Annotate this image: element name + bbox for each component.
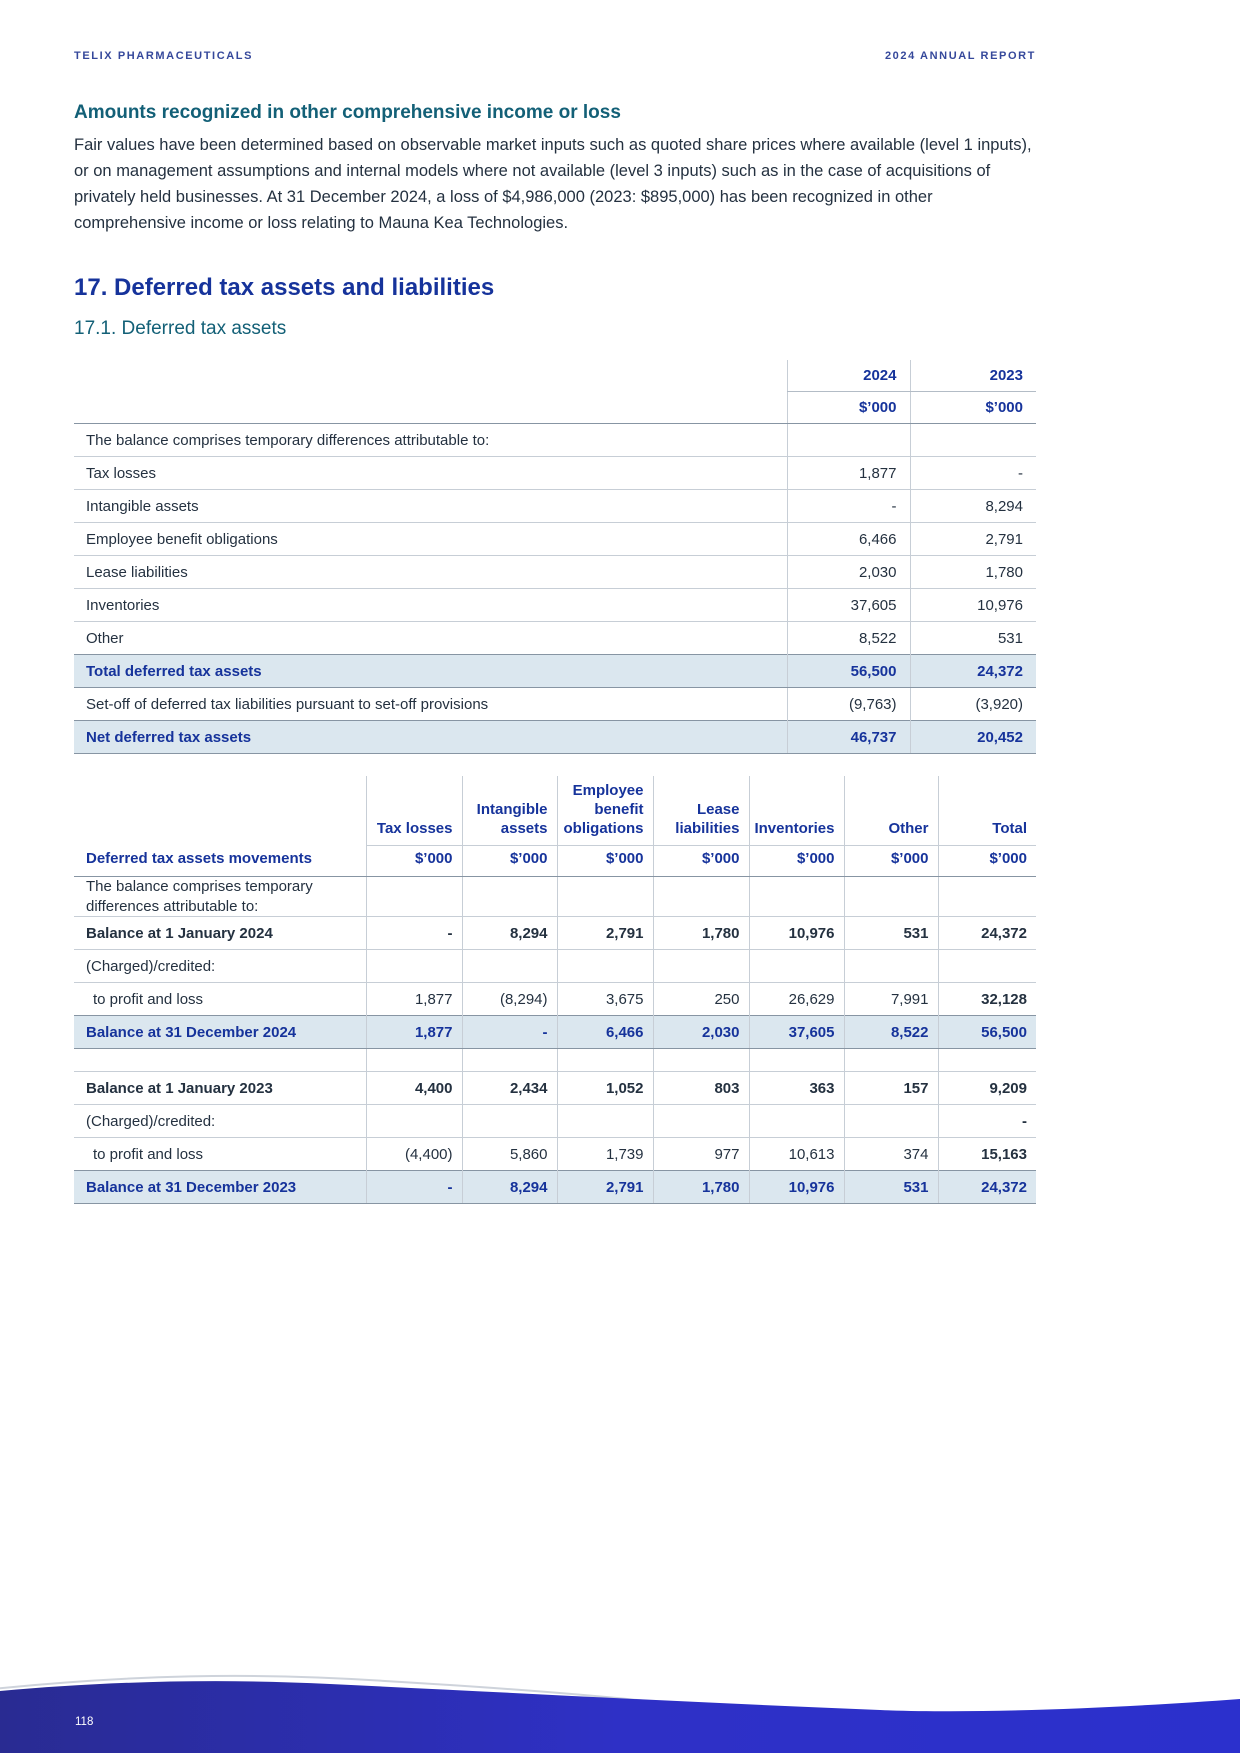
cell-value xyxy=(844,950,938,983)
cell-value xyxy=(462,1105,557,1138)
cell-value: 9,209 xyxy=(938,1072,1036,1105)
table-body xyxy=(74,877,1036,1204)
cell-value: 977 xyxy=(653,1138,749,1171)
table-row xyxy=(74,523,1036,556)
cell-value: 2,434 xyxy=(462,1072,557,1105)
header-company-name: TELIX PHARMACEUTICALS xyxy=(74,50,254,62)
table-row xyxy=(74,490,1036,523)
cell-value: 363 xyxy=(749,1072,844,1105)
empty-header-cell xyxy=(74,776,366,846)
cell-value: 1,780 xyxy=(653,917,749,950)
cell-value xyxy=(938,1049,1036,1072)
cell-value: 1,780 xyxy=(653,1171,749,1204)
col-tax-losses: Tax losses xyxy=(366,776,462,846)
cell-value: 4,400 xyxy=(366,1072,462,1105)
cell-value: 250 xyxy=(653,983,749,1016)
row-label: Balance at 1 January 2024 xyxy=(74,917,366,950)
cell-value: 803 xyxy=(653,1072,749,1105)
table-row xyxy=(74,1072,1036,1105)
cell-value xyxy=(557,877,653,917)
cell-value: 24,372 xyxy=(938,917,1036,950)
unit-header-row xyxy=(74,392,1036,424)
col-other: Other xyxy=(844,776,938,846)
cell-value xyxy=(749,1049,844,1072)
cell-value: 46,737 xyxy=(787,721,910,754)
cell-value: 10,976 xyxy=(910,589,1036,622)
cell-value: 37,605 xyxy=(749,1016,844,1049)
cell-value xyxy=(653,1105,749,1138)
cell-value: 2,030 xyxy=(653,1016,749,1049)
cell-value: 1,877 xyxy=(787,457,910,490)
cell-value xyxy=(653,1049,749,1072)
cell-value: - xyxy=(366,917,462,950)
cell-value: 531 xyxy=(910,622,1036,655)
cell-value xyxy=(938,877,1036,917)
cell-value: 56,500 xyxy=(938,1016,1036,1049)
row-label: Total deferred tax assets xyxy=(74,655,787,688)
section-title: 17. Deferred tax assets and liabilities xyxy=(74,273,495,301)
col-total: Total xyxy=(938,776,1036,846)
unit-label: $’000 xyxy=(844,846,938,877)
cell-value: 20,452 xyxy=(910,721,1036,754)
unit-label: $’000 xyxy=(749,846,844,877)
cell-value: 8,294 xyxy=(462,917,557,950)
empty-header-cell xyxy=(74,360,787,392)
unit-label: $’000 xyxy=(366,846,462,877)
cell-value: - xyxy=(938,1105,1036,1138)
unit-label: $’000 xyxy=(938,846,1036,877)
cell-value: 26,629 xyxy=(749,983,844,1016)
cell-value: 56,500 xyxy=(787,655,910,688)
col-inventories: Inventories xyxy=(749,776,844,846)
cell-value: 2,030 xyxy=(787,556,910,589)
table-row xyxy=(74,917,1036,950)
table-row xyxy=(74,983,1036,1016)
table-row xyxy=(74,1138,1036,1171)
unit-label: $’000 xyxy=(910,392,1036,424)
cell-value: - xyxy=(787,490,910,523)
cell-value: 6,466 xyxy=(787,523,910,556)
cell-value: 15,163 xyxy=(938,1138,1036,1171)
cell-value: 24,372 xyxy=(938,1171,1036,1204)
cell-value xyxy=(366,1049,462,1072)
cell-value xyxy=(938,950,1036,983)
table-row xyxy=(74,1049,1036,1072)
running-header xyxy=(74,0,1036,62)
cell-value: (8,294) xyxy=(462,983,557,1016)
cell-value: 8,294 xyxy=(910,490,1036,523)
year-2024-header: 2024 xyxy=(787,360,910,392)
table-row xyxy=(74,424,1036,457)
table-row xyxy=(74,589,1036,622)
cell-value: 1,877 xyxy=(366,983,462,1016)
row-label: The balance comprises temporary differences attributable to: xyxy=(74,424,787,457)
cell-value xyxy=(749,1105,844,1138)
cell-value xyxy=(366,877,462,917)
cell-value: (3,920) xyxy=(910,688,1036,721)
cell-value: 24,372 xyxy=(910,655,1036,688)
row-label: The balance comprises temporary differences attributable to: xyxy=(74,877,366,917)
cell-value xyxy=(462,1049,557,1072)
table-row xyxy=(74,721,1036,754)
table-row xyxy=(74,877,1036,917)
row-label: Employee benefit obligations xyxy=(74,523,787,556)
cell-value: 8,294 xyxy=(462,1171,557,1204)
cell-value: 2,791 xyxy=(557,1171,653,1204)
deferred-tax-assets-table xyxy=(74,360,1036,755)
year-header-row xyxy=(74,360,1036,392)
cell-value: 10,976 xyxy=(749,917,844,950)
column-header-row xyxy=(74,776,1036,846)
table-header xyxy=(74,776,1036,877)
cell-value: 8,522 xyxy=(844,1016,938,1049)
cell-value xyxy=(844,877,938,917)
cell-value: 374 xyxy=(844,1138,938,1171)
movements-row-label: Deferred tax assets movements xyxy=(74,846,366,877)
cell-value: 6,466 xyxy=(557,1016,653,1049)
empty-header-cell xyxy=(74,392,787,424)
header-report-title: 2024 ANNUAL REPORT xyxy=(884,50,1036,62)
unit-label: $’000 xyxy=(462,846,557,877)
cell-value: - xyxy=(366,1171,462,1204)
row-label: Intangible assets xyxy=(74,490,787,523)
cell-value xyxy=(787,424,910,457)
unit-header-row xyxy=(74,846,1036,877)
cell-value: 10,613 xyxy=(749,1138,844,1171)
row-label xyxy=(74,1049,366,1072)
table-row xyxy=(74,556,1036,589)
cell-value xyxy=(557,1049,653,1072)
col-employee-benefit-obligations: Employee benefit obligations xyxy=(557,776,653,846)
row-label: to profit and loss xyxy=(74,983,366,1016)
section-subtitle: 17.1. Deferred tax assets xyxy=(74,317,287,339)
cell-value xyxy=(462,877,557,917)
intro-heading: Amounts recognized in other comprehensive income or loss xyxy=(74,102,621,123)
cell-value xyxy=(653,877,749,917)
cell-value xyxy=(557,950,653,983)
cell-value: 5,860 xyxy=(462,1138,557,1171)
table-header xyxy=(74,360,1036,424)
row-label: Lease liabilities xyxy=(74,556,787,589)
row-label: Set-off of deferred tax liabilities pursuant to set-off provisions xyxy=(74,688,787,721)
cell-value: 3,675 xyxy=(557,983,653,1016)
wave-shape xyxy=(0,1681,1240,1753)
col-lease-liabilities: Lease liabilities xyxy=(653,776,749,846)
cell-value: - xyxy=(910,457,1036,490)
cell-value: (4,400) xyxy=(366,1138,462,1171)
cell-value: 157 xyxy=(844,1072,938,1105)
cell-value: 531 xyxy=(844,917,938,950)
row-label: (Charged)/credited: xyxy=(74,1105,366,1138)
table-row xyxy=(74,688,1036,721)
col-intangible-assets: Intangible assets xyxy=(462,776,557,846)
page-number: 118 xyxy=(75,1716,94,1728)
cell-value: 1,052 xyxy=(557,1072,653,1105)
unit-label: $’000 xyxy=(557,846,653,877)
year-2023-header: 2023 xyxy=(910,360,1036,392)
cell-value xyxy=(844,1105,938,1138)
row-label: Net deferred tax assets xyxy=(74,721,787,754)
cell-value: 1,780 xyxy=(910,556,1036,589)
cell-value: 32,128 xyxy=(938,983,1036,1016)
table-row xyxy=(74,1105,1036,1138)
table-row xyxy=(74,655,1036,688)
cell-value xyxy=(366,1105,462,1138)
cell-value: 1,739 xyxy=(557,1138,653,1171)
cell-value: 8,522 xyxy=(787,622,910,655)
cell-value xyxy=(653,950,749,983)
cell-value xyxy=(910,424,1036,457)
row-label: Balance at 1 January 2023 xyxy=(74,1072,366,1105)
deferred-tax-movements-table xyxy=(74,776,1036,1204)
footer-wave-graphic xyxy=(0,1608,1240,1753)
unit-label: $’000 xyxy=(653,846,749,877)
row-label: Other xyxy=(74,622,787,655)
table-row xyxy=(74,1171,1036,1204)
cell-value: (9,763) xyxy=(787,688,910,721)
table-row xyxy=(74,457,1036,490)
table-row xyxy=(74,950,1036,983)
cell-value: 10,976 xyxy=(749,1171,844,1204)
cell-value xyxy=(844,1049,938,1072)
cell-value: 2,791 xyxy=(557,917,653,950)
table-body xyxy=(74,424,1036,754)
table-row xyxy=(74,622,1036,655)
unit-label: $’000 xyxy=(787,392,910,424)
row-label: Inventories xyxy=(74,589,787,622)
row-label: Balance at 31 December 2023 xyxy=(74,1171,366,1204)
cell-value: 37,605 xyxy=(787,589,910,622)
row-label: Tax losses xyxy=(74,457,787,490)
cell-value xyxy=(366,950,462,983)
row-label: to profit and loss xyxy=(74,1138,366,1171)
intro-paragraph: Fair values have been determined based on observable market inputs such as quoted share prices where available (level 1 inputs), or on management assumptions and internal models where not available (level 3 inputs) such as in the case of acquisitions of privately held businesses. At 31 December 2024, a loss of $4,986,000 (2023: $895,000) has been recognized in other comprehensive income or loss relating to Mauna Kea Technologies. xyxy=(74,136,1032,232)
table-row xyxy=(74,1016,1036,1049)
cell-value xyxy=(749,877,844,917)
cell-value: 2,791 xyxy=(910,523,1036,556)
cell-value: 1,877 xyxy=(366,1016,462,1049)
cell-value xyxy=(749,950,844,983)
cell-value: - xyxy=(462,1016,557,1049)
row-label: Balance at 31 December 2024 xyxy=(74,1016,366,1049)
cell-value xyxy=(462,950,557,983)
cell-value xyxy=(557,1105,653,1138)
cell-value: 531 xyxy=(844,1171,938,1204)
cell-value: 7,991 xyxy=(844,983,938,1016)
row-label: (Charged)/credited: xyxy=(74,950,366,983)
